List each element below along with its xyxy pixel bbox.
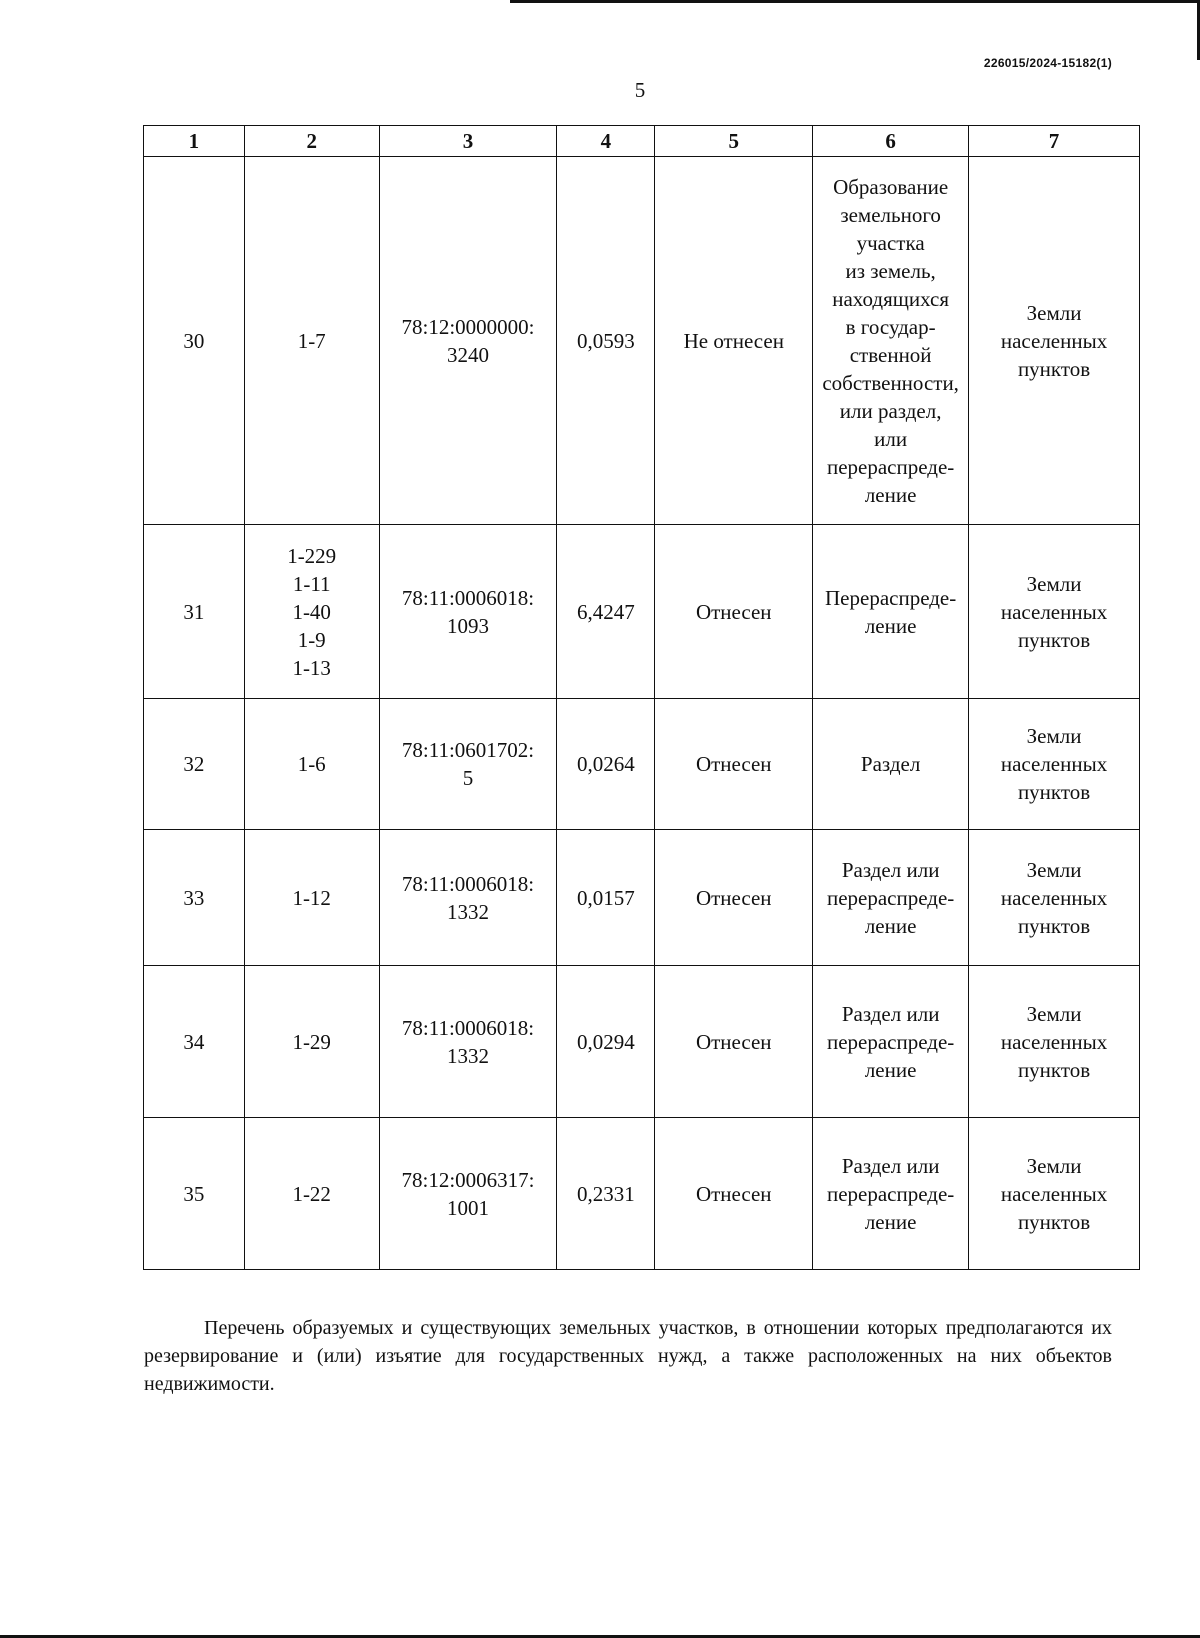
land-plots-table	[143, 125, 1140, 1270]
row-number: 31	[144, 525, 245, 699]
land-category: Земли населенных пунктов	[969, 699, 1140, 830]
table-header-row	[144, 126, 1140, 157]
action-type: Раздел или перераспреде- ление	[813, 1118, 969, 1270]
part-numbers: 1-22	[244, 1118, 379, 1270]
category-status: Отнесен	[655, 1118, 813, 1270]
category-status: Отнесен	[655, 830, 813, 966]
table-row	[144, 966, 1140, 1118]
area-value: 0,0264	[557, 699, 655, 830]
table-row	[144, 830, 1140, 966]
area-value: 6,4247	[557, 525, 655, 699]
table-row	[144, 1118, 1140, 1270]
column-header: 1	[144, 126, 245, 157]
category-status: Отнесен	[655, 525, 813, 699]
land-category: Земли населенных пунктов	[969, 525, 1140, 699]
cadastral-number: 78:12:0000000: 3240	[379, 157, 557, 525]
row-number: 33	[144, 830, 245, 966]
part-numbers: 1-229 1-11 1-40 1-9 1-13	[244, 525, 379, 699]
action-type: Перераспреде- ление	[813, 525, 969, 699]
land-category: Земли населенных пунктов	[969, 157, 1140, 525]
column-header: 3	[379, 126, 557, 157]
column-header: 4	[557, 126, 655, 157]
column-header: 6	[813, 126, 969, 157]
area-value: 0,2331	[557, 1118, 655, 1270]
page-number: 5	[634, 78, 646, 102]
row-number: 35	[144, 1118, 245, 1270]
part-numbers: 1-12	[244, 830, 379, 966]
cadastral-number: 78:12:0006317: 1001	[379, 1118, 557, 1270]
area-value: 0,0593	[557, 157, 655, 525]
action-type: Образование земельного участка из земель, находящихся в государ- ственной собственности, или раздел, или перераспреде- ление	[813, 157, 969, 525]
part-numbers: 1-7	[244, 157, 379, 525]
row-number: 34	[144, 966, 245, 1118]
row-number: 30	[144, 157, 245, 525]
category-status: Не отнесен	[655, 157, 813, 525]
document-id: 226015/2024-15182(1)	[983, 56, 1112, 70]
category-status: Отнесен	[655, 699, 813, 830]
table-row	[144, 699, 1140, 830]
cadastral-number: 78:11:0601702: 5	[379, 699, 557, 830]
category-status: Отнесен	[655, 966, 813, 1118]
row-number: 32	[144, 699, 245, 830]
land-category: Земли населенных пунктов	[969, 830, 1140, 966]
part-numbers: 1-29	[244, 966, 379, 1118]
column-header: 2	[244, 126, 379, 157]
cadastral-number: 78:11:0006018: 1332	[379, 830, 557, 966]
land-category: Земли населенных пунктов	[969, 966, 1140, 1118]
footer-note: Перечень образуемых и существующих земельных участков, в отношении которых предполагаются их резервирование и (или) изъятие для государственных нужд, а также расположенных на них объектов недвижимости.	[144, 1317, 1112, 1395]
action-type: Раздел или перераспреде- ление	[813, 830, 969, 966]
part-numbers: 1-6	[244, 699, 379, 830]
land-category: Земли населенных пунктов	[969, 1118, 1140, 1270]
action-type: Раздел или перераспреде- ление	[813, 966, 969, 1118]
column-header: 5	[655, 126, 813, 157]
cadastral-number: 78:11:0006018: 1093	[379, 525, 557, 699]
table-row	[144, 157, 1140, 525]
area-value: 0,0157	[557, 830, 655, 966]
action-type: Раздел	[813, 699, 969, 830]
column-header: 7	[969, 126, 1140, 157]
cadastral-number: 78:11:0006018: 1332	[379, 966, 557, 1118]
table-row	[144, 525, 1140, 699]
area-value: 0,0294	[557, 966, 655, 1118]
scan-border-top	[510, 0, 1200, 3]
